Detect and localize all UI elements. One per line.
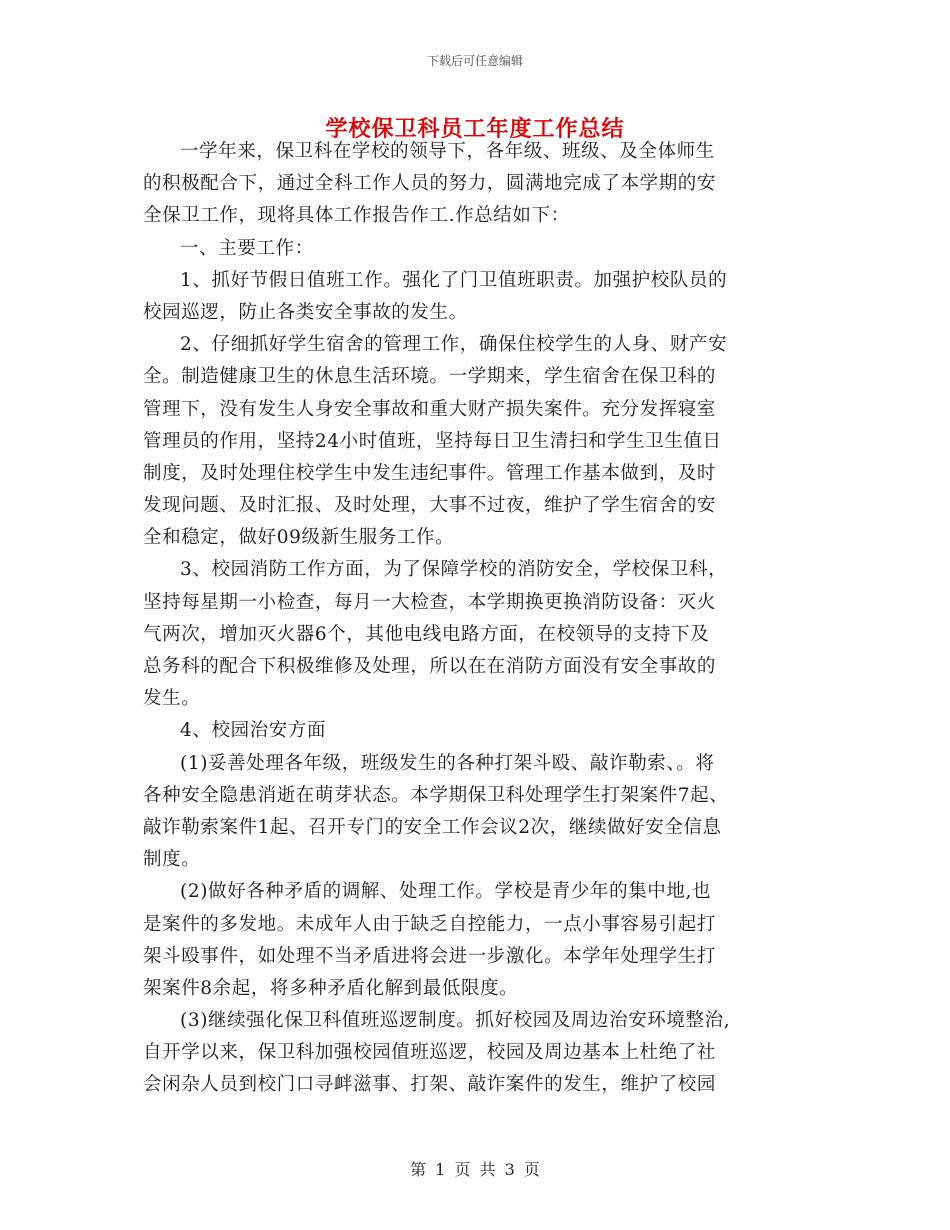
text-line: (2)做好各种矛盾的调解、处理工作。学校是青少年的集中地,也 <box>180 881 712 903</box>
text-line: (1)妥善处理各年级，班级发生的各种打架斗殴、敲诈勒索、。将 <box>180 752 715 774</box>
text-line: (3)继续强化保卫科值班巡逻制度。抓好校园及周边治安环境整治, <box>180 1010 731 1032</box>
text-line: 架案件8余起，将多种矛盾化解到最低限度。 <box>143 977 519 999</box>
page-header: 下载后可任意编辑 <box>426 54 523 68</box>
page-footer: 第 1 页 共 3 页 <box>410 1160 540 1179</box>
text-line: 4、校园治安方面 <box>180 720 327 742</box>
text-line: 总务科的配合下积极维修及处理，所以在在消防方面没有安全事故的 <box>143 656 717 677</box>
text-line: 坚持每星期一小检查，每月一大检查，本学期换更换消防设备：灭火 <box>143 591 717 613</box>
text-line: 会闲杂人员到校门口寻衅滋事、打架、敲诈案件的发生，维护了校园 <box>143 1074 717 1096</box>
text-line: 制度，及时处理住校学生中发生违纪事件。管理工作基本做到，及时 <box>143 462 717 484</box>
text-line: 一、主要工作： <box>180 237 314 259</box>
text-line: 制度。 <box>143 849 201 871</box>
text-line: 各种安全隐患消逝在萌芽状态。本学期保卫科处理学生打架案件7起、 <box>143 784 729 806</box>
document-title: 学校保卫科员工年度工作总结 <box>325 116 625 142</box>
text-line: 2、仔细抓好学生宿舍的管理工作，确保住校学生的人身、财产安 <box>180 334 728 356</box>
text-line: 1、抓好节假日值班工作。强化了门卫值班职责。加强护校队员的 <box>180 269 728 291</box>
text-line: 管理员的作用，坚持24小时值班，坚持每日卫生清扫和学生卫生值日 <box>143 430 722 452</box>
text-line: 全保卫工作，现将具体工作报告作工.作总结如下： <box>143 205 570 227</box>
text-line: 校园巡逻，防止各类安全事故的发生。 <box>143 301 468 323</box>
text-line: 是案件的多发地。未成年人由于缺乏自控能力，一点小事容易引起打 <box>143 913 717 935</box>
text-line: 全。制造健康卫生的休息生活环境。一学期来，学生宿舍在保卫科的 <box>143 366 717 388</box>
text-line: 管理下，没有发生人身安全事故和重大财产损失案件。充分发挥寝室 <box>143 398 717 420</box>
text-line: 架斗殴事件，如处理不当矛盾进将会进一步激化。本学年处理学生打 <box>143 945 717 967</box>
text-line: 发现问题、及时汇报、及时处理，大事不过夜，维护了学生宿舍的安 <box>143 495 717 517</box>
text-line: 自开学以来，保卫科加强校园值班巡逻，校园及周边基本上杜绝了社 <box>143 1042 717 1064</box>
text-line: 3、校园消防工作方面，为了保障学校的消防安全，学校保卫科， <box>180 559 728 581</box>
text-line: 的积极配合下，通过全科工作人员的努力，圆满地完成了本学期的安 <box>143 173 717 195</box>
text-line: 发生。 <box>143 688 201 710</box>
text-line: 敲诈勒索案件1起、召开专门的安全工作会议2次，继续做好安全信息 <box>143 816 722 838</box>
text-line: 气两次，增加灭火器6个，其他电线电路方面，在校领导的支持下及 <box>143 623 710 645</box>
text-line: 一学年来，保卫科在学校的领导下，各年级、班级、及全体师生 <box>180 141 715 162</box>
document-body <box>143 136 808 1102</box>
text-line: 全和稳定，做好09级新生服务工作。 <box>143 527 455 549</box>
